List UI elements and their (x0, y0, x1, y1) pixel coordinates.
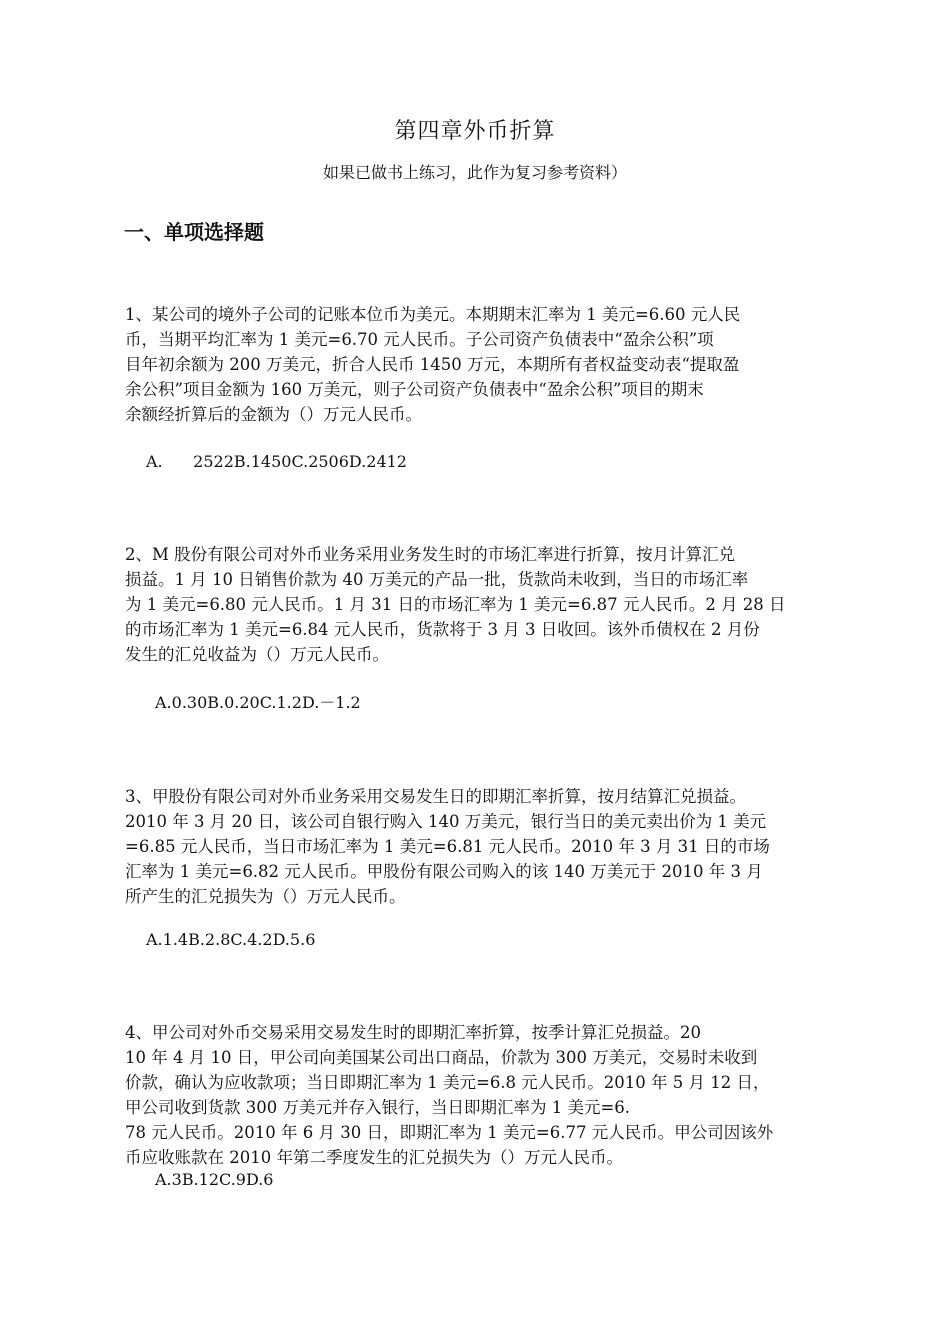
question-4-line-6: 币应收账款在 2010 年第二季度发生的汇兑损失为（）万元人民币。 (125, 1148, 623, 1167)
question-2-line-3: 为 1 美元=6.80 元人民币。1 月 31 日的市场汇率为 1 美元=6.87 元人民币。2 月 28 日 (125, 595, 786, 614)
question-1 (125, 302, 845, 427)
question-1-line-5: 余额经折算后的金额为（）万元人民币。 (125, 405, 422, 424)
question-4-line-4: 甲公司收到货款 300 万美元并存入银行，当日即期汇率为 1 美元=6. (125, 1098, 631, 1117)
question-2-options: A.0.30B.0.20C.1.2D.－1.2 (155, 693, 361, 712)
question-3-line-2: 2010 年 3 月 20 日，该公司自银行购入 140 万美元，银行当日的美元卖出价为 1 美元 (125, 812, 767, 831)
question-4-line-5: 78 元人民币。2010 年 6 月 30 日，即期汇率为 1 美元=6.77 元人民币。甲公司因该外 (125, 1123, 774, 1142)
question-2 (125, 542, 845, 667)
question-1-line-1: 1、某公司的境外子公司的记账本位币为美元。本期期末汇率为 1 美元=6.60 元人民 (125, 305, 741, 324)
question-3 (125, 784, 845, 909)
question-4-line-2: 10 年 4 月 10 日，甲公司向美国某公司出口商品，价款为 300 万美元，交易时未收到 (125, 1048, 758, 1067)
question-1-line-4: 余公积”项目金额为 160 万美元，则子公司资产负债表中“盈余公积”项目的期末 (125, 380, 704, 399)
page-subtitle: 如果已做书上练习，此作为复习参考资料） (322, 163, 627, 182)
question-2-line-5: 发生的汇兑收益为（）万元人民币。 (125, 645, 389, 664)
question-4 (125, 1020, 845, 1170)
question-4-line-3: 价款，确认为应收款项；当日即期汇率为 1 美元=6.8 元人民币。2010 年 5 月 12 日， (125, 1073, 770, 1092)
section-heading: 一、单项选择题 (124, 220, 264, 244)
question-3-line-1: 3、甲股份有限公司对外币业务采用交易发生日的即期汇率折算，按月结算汇兑损益。 (125, 787, 746, 806)
question-4-line-1: 4、甲公司对外币交易采用交易发生时的即期汇率折算，按季计算汇兑损益。20 (125, 1023, 701, 1042)
question-1-options: A. 2522B.1450C.2506D.2412 (146, 452, 407, 471)
question-3-options: A.1.4B.2.8C.4.2D.5.6 (146, 930, 316, 949)
question-4-options: A.3B.12C.9D.6 (155, 1170, 274, 1189)
question-3-line-3: =6.85 元人民币，当日市场汇率为 1 美元=6.81 元人民币。2010 年 3 月 31 日的市场 (125, 837, 770, 856)
question-1-line-2: 币，当期平均汇率为 1 美元=6.70 元人民币。子公司资产负债表中“盈余公积”项 (125, 330, 714, 349)
question-2-line-4: 的市场汇率为 1 美元=6.84 元人民币，货款将于 3 月 3 日收回。该外币债权在 2 月份 (125, 620, 760, 639)
question-1-line-3: 目年初余额为 200 万美元，折合人民币 1450 万元，本期所有者权益变动表“提取盈 (125, 355, 740, 374)
question-3-line-4: 汇率为 1 美元=6.82 元人民币。甲股份有限公司购入的该 140 万美元于 2010 年 3 月 (125, 862, 763, 881)
question-2-line-2: 损益。1 月 10 日销售价款为 40 万美元的产品一批，货款尚未收到，当日的市场汇率 (125, 570, 749, 589)
page-title: 第四章外币折算 (394, 119, 556, 144)
question-2-line-1: 2、M 股份有限公司对外币业务采用业务发生时的市场汇率进行折算，按月计算汇兑 (125, 545, 736, 564)
question-3-line-5: 所产生的汇兑损失为（）万元人民币。 (125, 887, 406, 906)
